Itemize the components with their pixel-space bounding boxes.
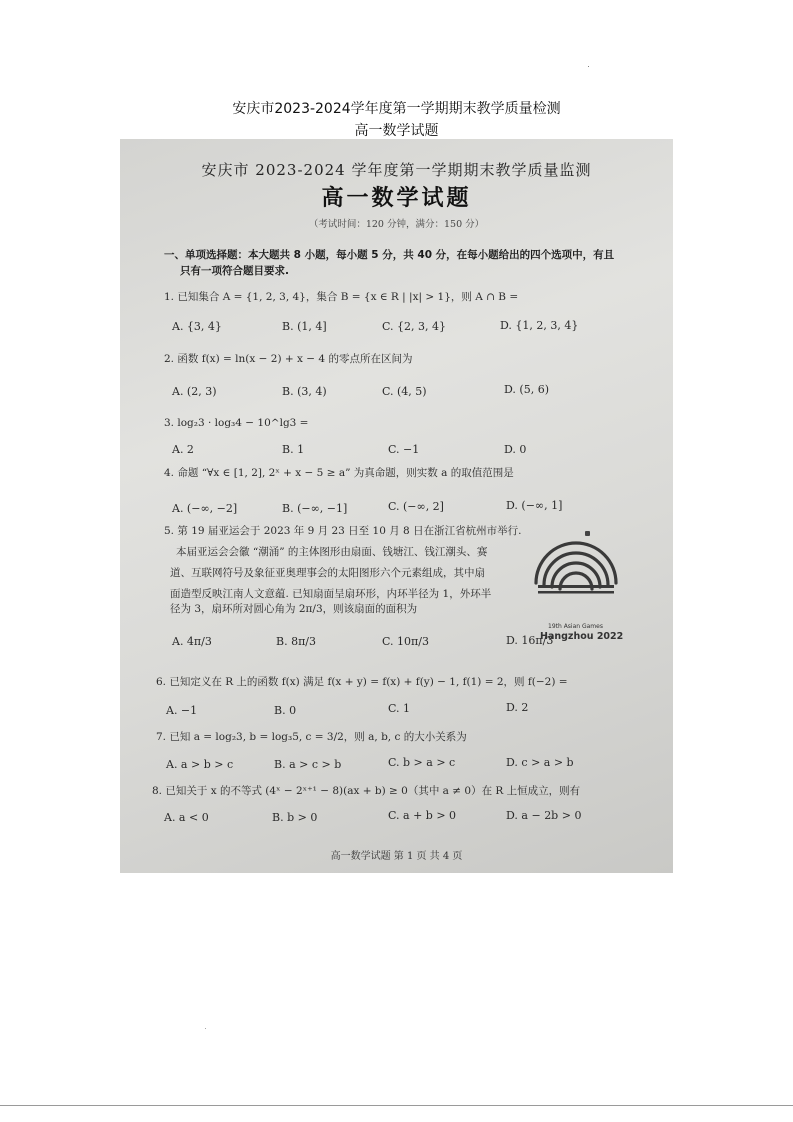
q8-option-a: A. a < 0: [164, 811, 209, 824]
q7-option-c: C. b > a > c: [388, 756, 456, 769]
q6-option-d: D. 2: [506, 701, 529, 714]
page-bottom-rule: [0, 1105, 793, 1106]
q2-option-a: A. (2, 3): [172, 385, 217, 398]
question-6-stem: 6. 已知定义在 R 上的函数 f(x) 满足 f(x + y) = f(x) + f(y) − 1, f(1) = 2，则 f(−2) =: [156, 676, 568, 688]
q7-option-b: B. a > c > b: [274, 758, 342, 771]
q8-option-b: B. b > 0: [272, 811, 318, 824]
q2-option-d: D. (5, 6): [504, 383, 549, 396]
question-5-stem-4: 面造型反映江南人文意蕴. 已知扇面呈扇环形，内环半径为 1，外环半: [170, 588, 492, 600]
q8-option-d: D. a − 2b > 0: [506, 809, 582, 822]
section-heading-cont: 只有一项符合题目要求.: [180, 265, 289, 277]
q4-option-d: D. (−∞, 1]: [506, 499, 563, 512]
q4-option-a: A. (−∞, −2]: [172, 502, 238, 515]
document-subtitle: 高一数学试题: [354, 123, 439, 139]
q1-option-d: D. {1, 2, 3, 4}: [500, 319, 579, 332]
exam-info: （考试时间：120 分钟，满分：150 分）: [308, 219, 485, 230]
logo-mark: [585, 531, 590, 536]
q7-option-d: D. c > a > b: [506, 756, 574, 769]
speck: [205, 1028, 206, 1029]
q5-option-a: A. 4π/3: [172, 635, 212, 648]
section-heading: 一、单项选择题：本大题共 8 小题，每小题 5 分，共 40 分，在每小题给出的四个选项中，有且: [164, 249, 615, 261]
page-footer: 高一数学试题 第 1 页 共 4 页: [330, 851, 463, 862]
logo-caption-2: Hangzhou 2022: [540, 631, 624, 642]
question-7-stem: 7. 已知 a = log₂3, b = log₃5, c = 3/2，则 a, b, c 的大小关系为: [156, 731, 467, 743]
document-title: 安庆市2023-2024学年度第一学期期末教学质量检测: [232, 101, 561, 117]
q3-option-d: D. 0: [504, 443, 527, 456]
question-5-stem-5: 径为 3，扇环所对圆心角为 2π/3，则该扇面的面积为: [170, 603, 418, 615]
exam-subject: 高一数学试题: [321, 186, 472, 211]
asian-games-logo: [530, 539, 622, 621]
question-5-stem-2: 本届亚运会会徽 “潮涌” 的主体图形由扇面、钱塘江、钱江潮头、赛: [176, 546, 488, 558]
q6-option-a: A. −1: [166, 704, 198, 717]
question-5-stem-1: 5. 第 19 届亚运会于 2023 年 9 月 23 日至 10 月 8 日在浙江省杭州市举行.: [164, 525, 522, 537]
q8-option-c: C. a + b > 0: [388, 809, 457, 822]
q6-option-c: C. 1: [388, 702, 411, 715]
q4-option-c: C. (−∞, 2]: [388, 500, 444, 513]
question-4-stem: 4. 命题 “∀x ∈ [1, 2], 2ˣ + x − 5 ≥ a” 为真命题，则实数 a 的取值范围是: [164, 467, 514, 479]
question-3-stem: 3. log₂3 · log₃4 − 10^lg3 =: [164, 417, 309, 429]
exam-title: 安庆市 2023-2024 学年度第一学期期末教学质量监测: [201, 161, 592, 179]
q1-option-b: B. (1, 4]: [282, 320, 327, 333]
q3-option-a: A. 2: [172, 443, 194, 456]
q4-option-b: B. (−∞, −1]: [282, 502, 348, 515]
exam-photo: [120, 139, 673, 873]
q2-option-c: C. (4, 5): [382, 385, 427, 398]
question-2-stem: 2. 函数 f(x) = ln(x − 2) + x − 4 的零点所在区间为: [164, 353, 413, 365]
q3-option-b: B. 1: [282, 443, 305, 456]
q7-option-a: A. a > b > c: [166, 758, 234, 771]
q6-option-b: B. 0: [274, 704, 297, 717]
q5-option-c: C. 10π/3: [382, 635, 429, 648]
q5-option-d: D. 16π/3: [506, 634, 554, 647]
q1-option-c: C. {2, 3, 4}: [382, 320, 446, 333]
q5-option-b: B. 8π/3: [276, 635, 317, 648]
speck: [588, 66, 589, 67]
q3-option-c: C. −1: [388, 443, 420, 456]
question-1-stem: 1. 已知集合 A = {1, 2, 3, 4}，集合 B = {x ∈ R | |x| > 1}，则 A ∩ B =: [164, 291, 519, 303]
logo-caption-1: 19th Asian Games: [548, 623, 603, 630]
q1-option-a: A. {3, 4}: [172, 320, 222, 333]
question-5-stem-3: 道、互联网符号及象征亚奥理事会的太阳图形六个元素组成，其中扇: [170, 567, 485, 579]
question-8-stem: 8. 已知关于 x 的不等式 (4ˣ − 2ˣ⁺¹ − 8)(ax + b) ≥ 0（其中 a ≠ 0）在 R 上恒成立，则有: [152, 785, 581, 797]
q2-option-b: B. (3, 4): [282, 385, 327, 398]
